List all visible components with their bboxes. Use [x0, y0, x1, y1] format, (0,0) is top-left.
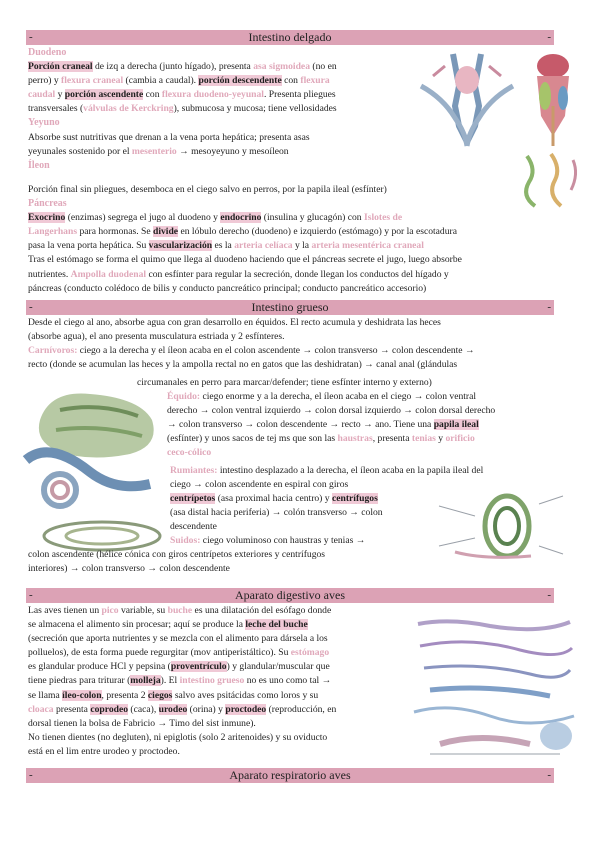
text-line: está en el lim entre urodeo y proctodeo.	[28, 745, 180, 757]
text-line: No tienen dientes (no degluten), ni epiglotis (solo 2 aritenoides) y su oviducto	[28, 731, 328, 743]
text-line: ciego → colon ascendente en espiral con giros	[170, 479, 349, 491]
header-title: Intestino delgado	[248, 30, 332, 44]
duodeno-block	[28, 46, 398, 173]
text-line: (absorbe agua), el ano presenta musculatura estriada y 2 esfínteres.	[28, 331, 285, 343]
text-line: (secreción que aporta nutrientes y se mezcla con el alimento para dársela a los	[28, 633, 328, 645]
section-header-intestino-grueso	[26, 300, 554, 315]
rumiantes-cont-block	[170, 492, 432, 548]
pancreas-illustration	[523, 46, 581, 150]
subheading-pancreas: Páncreas	[28, 198, 67, 210]
section-header-aparato-digestivo-aves	[26, 588, 554, 603]
text-line: Carnívoros: ciego a la derecha y el íleon acaba en el colon ascendente → colon transverso → colon descendente →	[28, 345, 475, 357]
header-dash-left: -	[29, 301, 33, 313]
aves-digestive-illustration	[410, 604, 580, 764]
header-title: Aparato digestivo aves	[235, 588, 345, 602]
text-line: descendente	[170, 521, 217, 533]
text-line: Porción craneal de izq a derecha (junto hígado), presenta asa sigmoidea (no en	[28, 61, 337, 73]
equido-intestine-illustration	[20, 380, 170, 514]
section-header-intestino-delgado	[26, 30, 554, 45]
text-line: recto (donde se acumulan las heces y la ampolla rectal no en gatos que las deshidratan) → canal anal (glándulas	[28, 359, 458, 371]
text-line: centrípetos (asa proximal hacia centro) y centrífugos	[170, 493, 378, 504]
header-dash-right: -	[547, 769, 551, 781]
text-line: polluelos), de esta forma puede regurgitar (mov antiperistáltico). Su estómago	[28, 647, 330, 659]
text-line: cloaca presenta coprodeo (caca), urodeo (orina) y proctodeo (reproducción, en	[28, 703, 337, 715]
header-title: Aparato respiratorio aves	[229, 768, 351, 782]
text-line: (esfínter) y unos sacos de tej ms que son las haustras, presenta tenias y orificio	[167, 433, 475, 445]
text-line: circumanales en perro para marcar/defender; tiene esfínter interno y externo)	[137, 377, 432, 388]
text-line: caudal y porción ascendente con flexura duodeno-yeyunal. Presenta pliegues	[28, 89, 336, 101]
text-line: Langerhans para hormonas. Se divide en lóbulo derecho (duodeno) e izquierdo (estómago) y por la escotadura	[28, 226, 457, 238]
text-line: Absorbe sust nutritivas que drenan a la vena porta hepática; presenta asas	[28, 131, 310, 143]
text-line: tiene piedras para triturar (molleja). El intestino grueso no es uno como tal →	[28, 675, 332, 687]
ileon-illustration	[517, 150, 583, 212]
text-line: se llama íleo-colon, presenta 2 ciegos salvo aves psitácidas como loros y su	[28, 689, 319, 701]
duodeno-illustration	[415, 46, 519, 148]
text-line: dorsal tienen la bolsa de Fabricio → Timo del sist inmune).	[28, 717, 256, 729]
text-line: Équido: ciego enorme y a la derecha, el íleon acaba en el ciego → colon ventral	[167, 391, 477, 402]
text-line: se almacena el alimento sin procesar; aquí se produce la leche del buche	[28, 619, 308, 631]
text-line: páncreas (conducto colédoco de bilis y conducto pancreático principal; conducto pancreático accesorio)	[28, 282, 427, 294]
header-dash-right: -	[547, 31, 551, 43]
text-line: → colon transverso → colon descendente → recto → ano. Tiene una papila ileal	[167, 419, 479, 431]
header-dash-left: -	[29, 769, 33, 781]
text-line: interiores) → colon transverso → colon descendente	[28, 563, 230, 575]
text-line: es glandular produce HCl y pepsina (proventrículo) y glandular/muscular que	[28, 661, 330, 673]
text-line: pasa la vena porta hepática. Su vascularización es la arteria celíaca y la arteria mesentérica craneal	[28, 240, 424, 252]
header-dash-left: -	[29, 31, 33, 43]
text-line: Desde el ciego al ano, absorbe agua con gran desarrollo en équidos. El recto acumula y deshidrata las heces	[28, 317, 441, 328]
text-line: Suidos: ciego voluminoso con haustras y tenias →	[170, 535, 366, 547]
text-line: derecho → colon ventral izquierdo → colon dorsal izquierdo → colon dorsal derecho	[167, 405, 496, 417]
header-dash-right: -	[547, 589, 551, 601]
header-dash-right: -	[547, 301, 551, 313]
text-line: Rumiantes: intestino desplazado a la derecha, el íleon acaba en la papila ileal del	[170, 465, 484, 476]
ileon-pancreas-block	[28, 183, 573, 296]
suidos-cont-block	[28, 548, 573, 576]
text-line: ceco-cólico	[167, 447, 212, 459]
grueso-intro-block	[28, 316, 573, 372]
text-line: yeyunales sostenido por el mesenterio → mesoyeyuno y mesoíleon	[28, 145, 289, 157]
header-title: Intestino grueso	[251, 300, 329, 314]
text-line: Exocrino (enzimas) segrega el jugo al duodeno y endocrino (insulina y glucagón) con Islotes de	[28, 212, 403, 224]
text-line: transversales (válvulas de Kerckring), submucosa y mucosa; tiene vellosidades	[28, 103, 337, 115]
section-header-aparato-respiratorio-aves	[26, 768, 554, 783]
grueso-carn-cont	[137, 376, 567, 390]
text-line: nutrientes. Ampolla duodenal con esfínter para regular la secreción, donde llegan los conductos del hígado y	[28, 268, 449, 280]
text-line: colon ascendente (hélice cónica con giros centrípetos exteriores y centrífugos	[28, 549, 326, 560]
equido-block	[167, 390, 567, 460]
text-line: Las aves tienen un pico variable, su buche es una dilatación del esófago donde	[28, 605, 332, 616]
subheading-duodeno: Duodeno	[28, 47, 67, 58]
subheading-yeyuno: Yeyuno	[28, 117, 60, 129]
header-dash-left: -	[29, 589, 33, 601]
text-line: perro) y flexura craneal (cambia a caudal). porción descendente con flexura	[28, 75, 330, 87]
subheading-ileon: Íleon	[28, 159, 50, 171]
text-line: Porción final sin pliegues, desemboca en el ciego salvo en perros, por la papila ileal (esfínter)	[28, 184, 387, 195]
text-line: (asa distal hacia periferia) → colón transverso → colon	[170, 507, 383, 519]
text-line: Tras el estómago se forma el quimo que llega al duodeno haciendo que el páncreas secrete el jugo, luego absorbe	[28, 254, 462, 266]
aves-block	[28, 604, 408, 759]
